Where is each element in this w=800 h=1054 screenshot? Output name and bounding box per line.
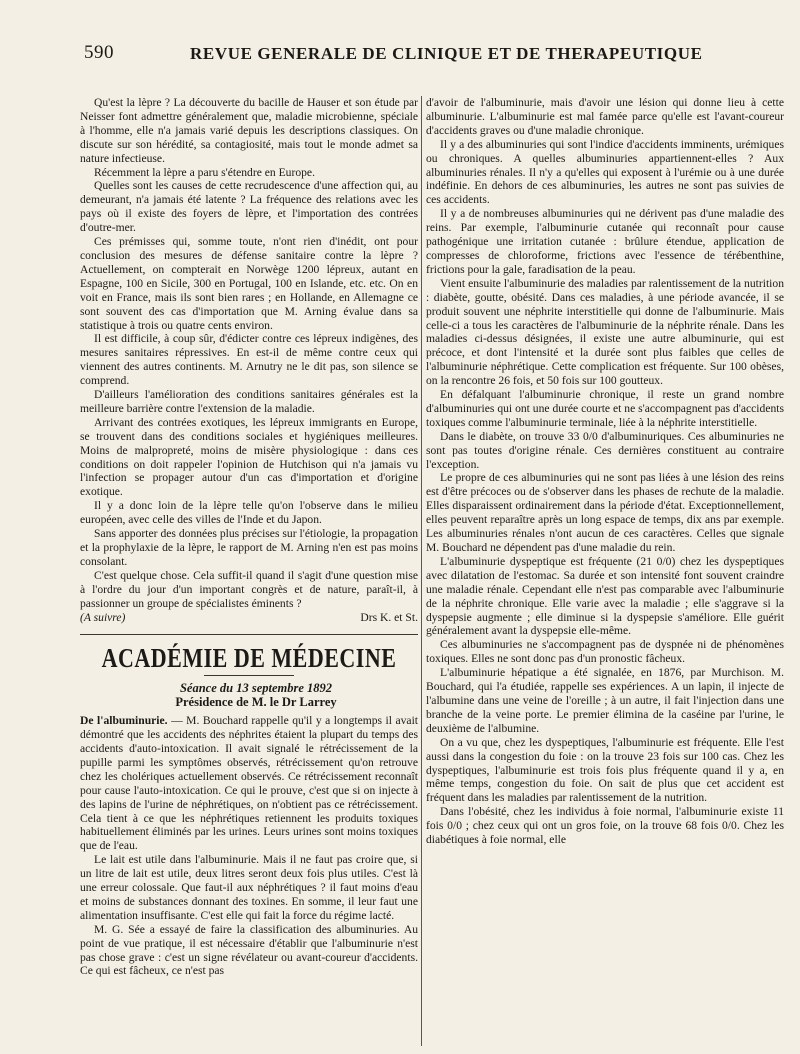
paragraph: L'albuminurie dyspeptique est fréquente (21 0/0) chez les dyspeptiques avec dilatation de l'estomac. Sa durée et son intensité font souvent craindre une maladie rénale. Cependant elle n'est pas comparable avec l'albuminurie de la néphrite chronique. Elle varie avec la maladie ; elle s'aggrave si la dyspepsie augmente ; elle diminue si la dyspepsie s'améliore. Elle guérit généralement avant la dyspepsie elle-même. [426, 554, 784, 638]
paragraph: Récemment la lèpre a paru s'étendre en Europe. [94, 165, 315, 179]
section-title: ACADÉMIE DE MÉDECINE [101, 642, 397, 674]
presidency: Présidence de M. le Dr Larrey [175, 695, 337, 710]
paragraph: C'est quelque chose. Cela suffit-il quand il s'agit d'une question mise à l'ordre du jour d'un important congrès et de nature, paraît-il, à passionner un groupe de spécialistes éminents ? [80, 568, 418, 610]
paragraph: Il y a de nombreuses albuminuries qui ne dérivent pas d'une maladie des reins. Par exemple, l'albuminurie cutanée qui reconnaît pour cause pathogénique une irritation cutanée : brûlure étendue, application de compresses de chloroforme, frictions avec l'essence de térébenthine, frictions pour la gale, faradisation de la peau. [426, 207, 784, 276]
paragraph: Dans le diabète, on trouve 33 0/0 d'albuminuriques. Ces albuminuries ne sont pas toutes d'origine rénale. Ces dernières constituent au contraire l'exception. [426, 429, 784, 471]
paragraph: Quelles sont les causes de cette recrudescence d'une affection qui, au demeurant, n'a jamais été latente ? La fréquence des relations avec les pays où il existe des foyers de lèpre, et l'importation des contrées d'outre-mer. [80, 179, 418, 235]
authors: Drs K. et St. [360, 610, 418, 624]
paragraph: Il y a des albuminuries qui sont l'indice d'accidents imminents, urémiques ou chroniques. A quelles albuminuries appartiennent-elles ? Aux albuminuries rénales. Il n'y a qu'elles qui exposent à l'urémie ou à une durée indéfinie. En dehors de ces albuminuries, les autres ne sont pas suivies de ces accidents. [426, 137, 784, 207]
paragraph: d'avoir de l'albuminurie, mais d'avoir une lésion qui donne lieu à cette albuminurie. L'albuminurie est mal famée parce qu'elle est l'avant-coureur d'accidents graves ou d'une maladie chronique. [426, 96, 784, 137]
to-be-continued: (A suivre) [80, 610, 126, 624]
paragraph: Le propre de ces albuminuries qui ne sont pas liées à une lésion des reins est d'être précoces ou de s'observer dans les phases de rechute de la maladie. Elles disparaissent ordinairement dans la période d'état. Exceptionnellement, elles peuvent reparaître après un long espace de temps, dix ans par exemple. Les albuminuries rénales n'ont aucun de ces caractères. Celles que signale M. Bouchard ne dépendent pas d'une maladie du rein. [426, 471, 784, 554]
paragraph: Ces prémisses qui, somme toute, n'ont rien d'inédit, ont pour conclusion des mesures de défense sanitaire contre la lèpre ? Actuellement, on compterait en Norwège 1200 lépreux, autant en Espagne, 100 en Sicile, 300 en Portugal, 100 en Islande, etc. etc. On en voit en France, mais ils sont bien rares ; en Hollande, en Allemagne ce sont souvent des cas d'importation que M. Arning évalue dans sa statistique à trois ou quatre cents environ. [80, 235, 418, 332]
paragraph: L'albuminurie hépatique a été signalée, en 1876, par Murchison. M. Bouchard, qui l'a étudiée, rappelle ses expériences. A un lapin, il injecte de l'albumine dans une veine de l'oreille ; à un autre, il fait l'injection dans une branche de la veine porte. Le premier élimina de la caséine par l'urine, le deuxième de l'albumine. [426, 666, 784, 735]
running-head: REVUE GENERALE DE CLINIQUE ET DE THERAPEUTIQUE [190, 44, 703, 63]
paragraph: Ces albuminuries ne s'accompagnent pas de dyspnée ni de phénomènes toxiques. Elles ne sont donc pas d'un pronostic fâcheux. [426, 638, 784, 666]
paragraph: Dans l'obésité, chez les individus à foie normal, l'albuminurie existe 11 fois 0/0 ; chez ceux qui ont un gros foie, on la trouve 68 fois 0/0. Chez les diabétiques à foie normal, elle [426, 805, 784, 847]
paragraph: Qu'est la lèpre ? La découverte du bacille de Hauser et son étude par Neisser font admettre généralement que, maladie microbienne, spéciale à l'homme, elle n'a jamais varié depuis les descriptions classiques. On discute sur son hérédité, sa contagiosité, mais tout le monde admet sa nature infectieuse. [80, 96, 418, 165]
article-text: — M. Bouchard rappelle qu'il y a longtemps il avait démontré que les accidents des néphrites étaient la plupart du temps des accidents d'auto-intoxication. Il avait signalé le rétrécissement de la pupille parmi les symptômes observés, rétrécissement qu'on retrouve chez les cholériques actuellement observés. Ce rétrécissement reconnaît pour cause l'auto-intoxication. Ce qui le prouve, c'est que si on injecte à des lapins de l'urine de néphrétiques, on n'obtient pas ce rétrécissement. Cela tient à ce que les néphrétiques retiennent les produits toxiques habituellement éliminés par les urines. Leurs urines sont moins toxiques que de l'eau. [80, 714, 419, 853]
title-divider [204, 675, 294, 676]
column-divider [421, 96, 422, 1046]
paragraph: Vient ensuite l'albuminurie des maladies par ralentissement de la nutrition : diabète, goutte, obésité. Dans ces maladies, à une période avancée, il se produit souvent une néphrite interstitielle qui donne de l'albuminurie. Mais celle-ci a tous les caractères de l'albuminurie de la néphrite rénale. Dans les maladies ci-dessus désignées, il existe une autre albuminurie, qui est précoce, et dont l'intensité et la durée sont plus faibles que celles de l'albuminurie néphrétique. Cette complication est fréquente. Sur 100 obèses, on la rencontre 26 fois, et 50 fois sur 100 goutteux. [426, 276, 784, 388]
paragraph: D'ailleurs l'amélioration des conditions sanitaires générales est la meilleure barrière contre l'extension de la maladie. [80, 388, 418, 415]
paragraph: On a vu que, chez les dyspeptiques, l'albuminurie est fréquente. Elle l'est aussi dans la congestion du foie : on la trouve 23 fois sur 100 cas. Chez les dyspeptiques, l'albuminurie est trois fois plus fréquente quand il y a, en même temps, congestion du foie. On sait de plus que cet accident est fréquent dans les maladies par ralentissement de la nutrition. [426, 735, 784, 805]
left-column [80, 96, 418, 978]
session-date: Séance du 13 septembre 1892 [179, 681, 333, 696]
academy-section-header [80, 634, 418, 710]
page-number: 590 [84, 42, 114, 63]
paragraph: M. G. Sée a essayé de faire la classification des albuminuries. Au point de vue pratique, il est nécessaire d'établir que l'albuminurie n'est pas chose grave : c'est un signe révélateur ou avant-coureur d'accidents. Ce qui est fâcheux, ce n'est pas [80, 922, 418, 978]
paragraph: En défalquant l'albuminurie chronique, il reste un grand nombre d'albuminuries qui ont une durée courte et ne s'accompagnent pas d'accidents toxiques comme l'albuminurie terminale, liée à la néphrite interstitielle. [426, 388, 784, 429]
signoff [80, 611, 418, 625]
paragraph: Sans apporter des données plus précises sur l'étiologie, la propagation et la prophylaxie de la lèpre, le rapport de M. Arning n'en est pas moins consolant. [80, 527, 418, 568]
article-heading: De l'albuminurie. [80, 714, 168, 728]
paragraph: Il y a donc loin de la lèpre telle qu'on l'observe dans le milieu européen, avec celle des villes de l'Inde et du Japon. [80, 499, 418, 527]
article-lead-paragraph [80, 714, 418, 853]
paragraph: Le lait est utile dans l'albuminurie. Mais il ne faut pas croire que, si un litre de lait est utile, deux litres seront deux fois plus utiles. C'est là une erreur colossale. Que faut-il aux néphrétiques ? il faut moins d'eau et moins de substances donnant des toxines. En somme, il leur faut une alimentation insuffisante. C'est elle qui fait la force du régime lacté. [80, 853, 418, 922]
paragraph: Arrivant des contrées exotiques, les lépreux immigrants en Europe, se trouvent dans des conditions sociales et hygiéniques meilleures. Moins de malpropreté, moins de misère physiologique : dans ces conditions on doit rappeler l'opinion de Hutchison qui n'a jamais vu l'infection se propager autour d'un cas d'importation et d'origine exotique. [80, 415, 418, 499]
right-column [426, 96, 784, 847]
paragraph: Il est difficile, à coup sûr, d'édicter contre ces lépreux indigènes, des mesures sanitaires répressives. En est-il de même contre ceux qui viennent des autres continents. M. Arnutry ne le dit pas, son silence se comprend. [80, 332, 418, 388]
